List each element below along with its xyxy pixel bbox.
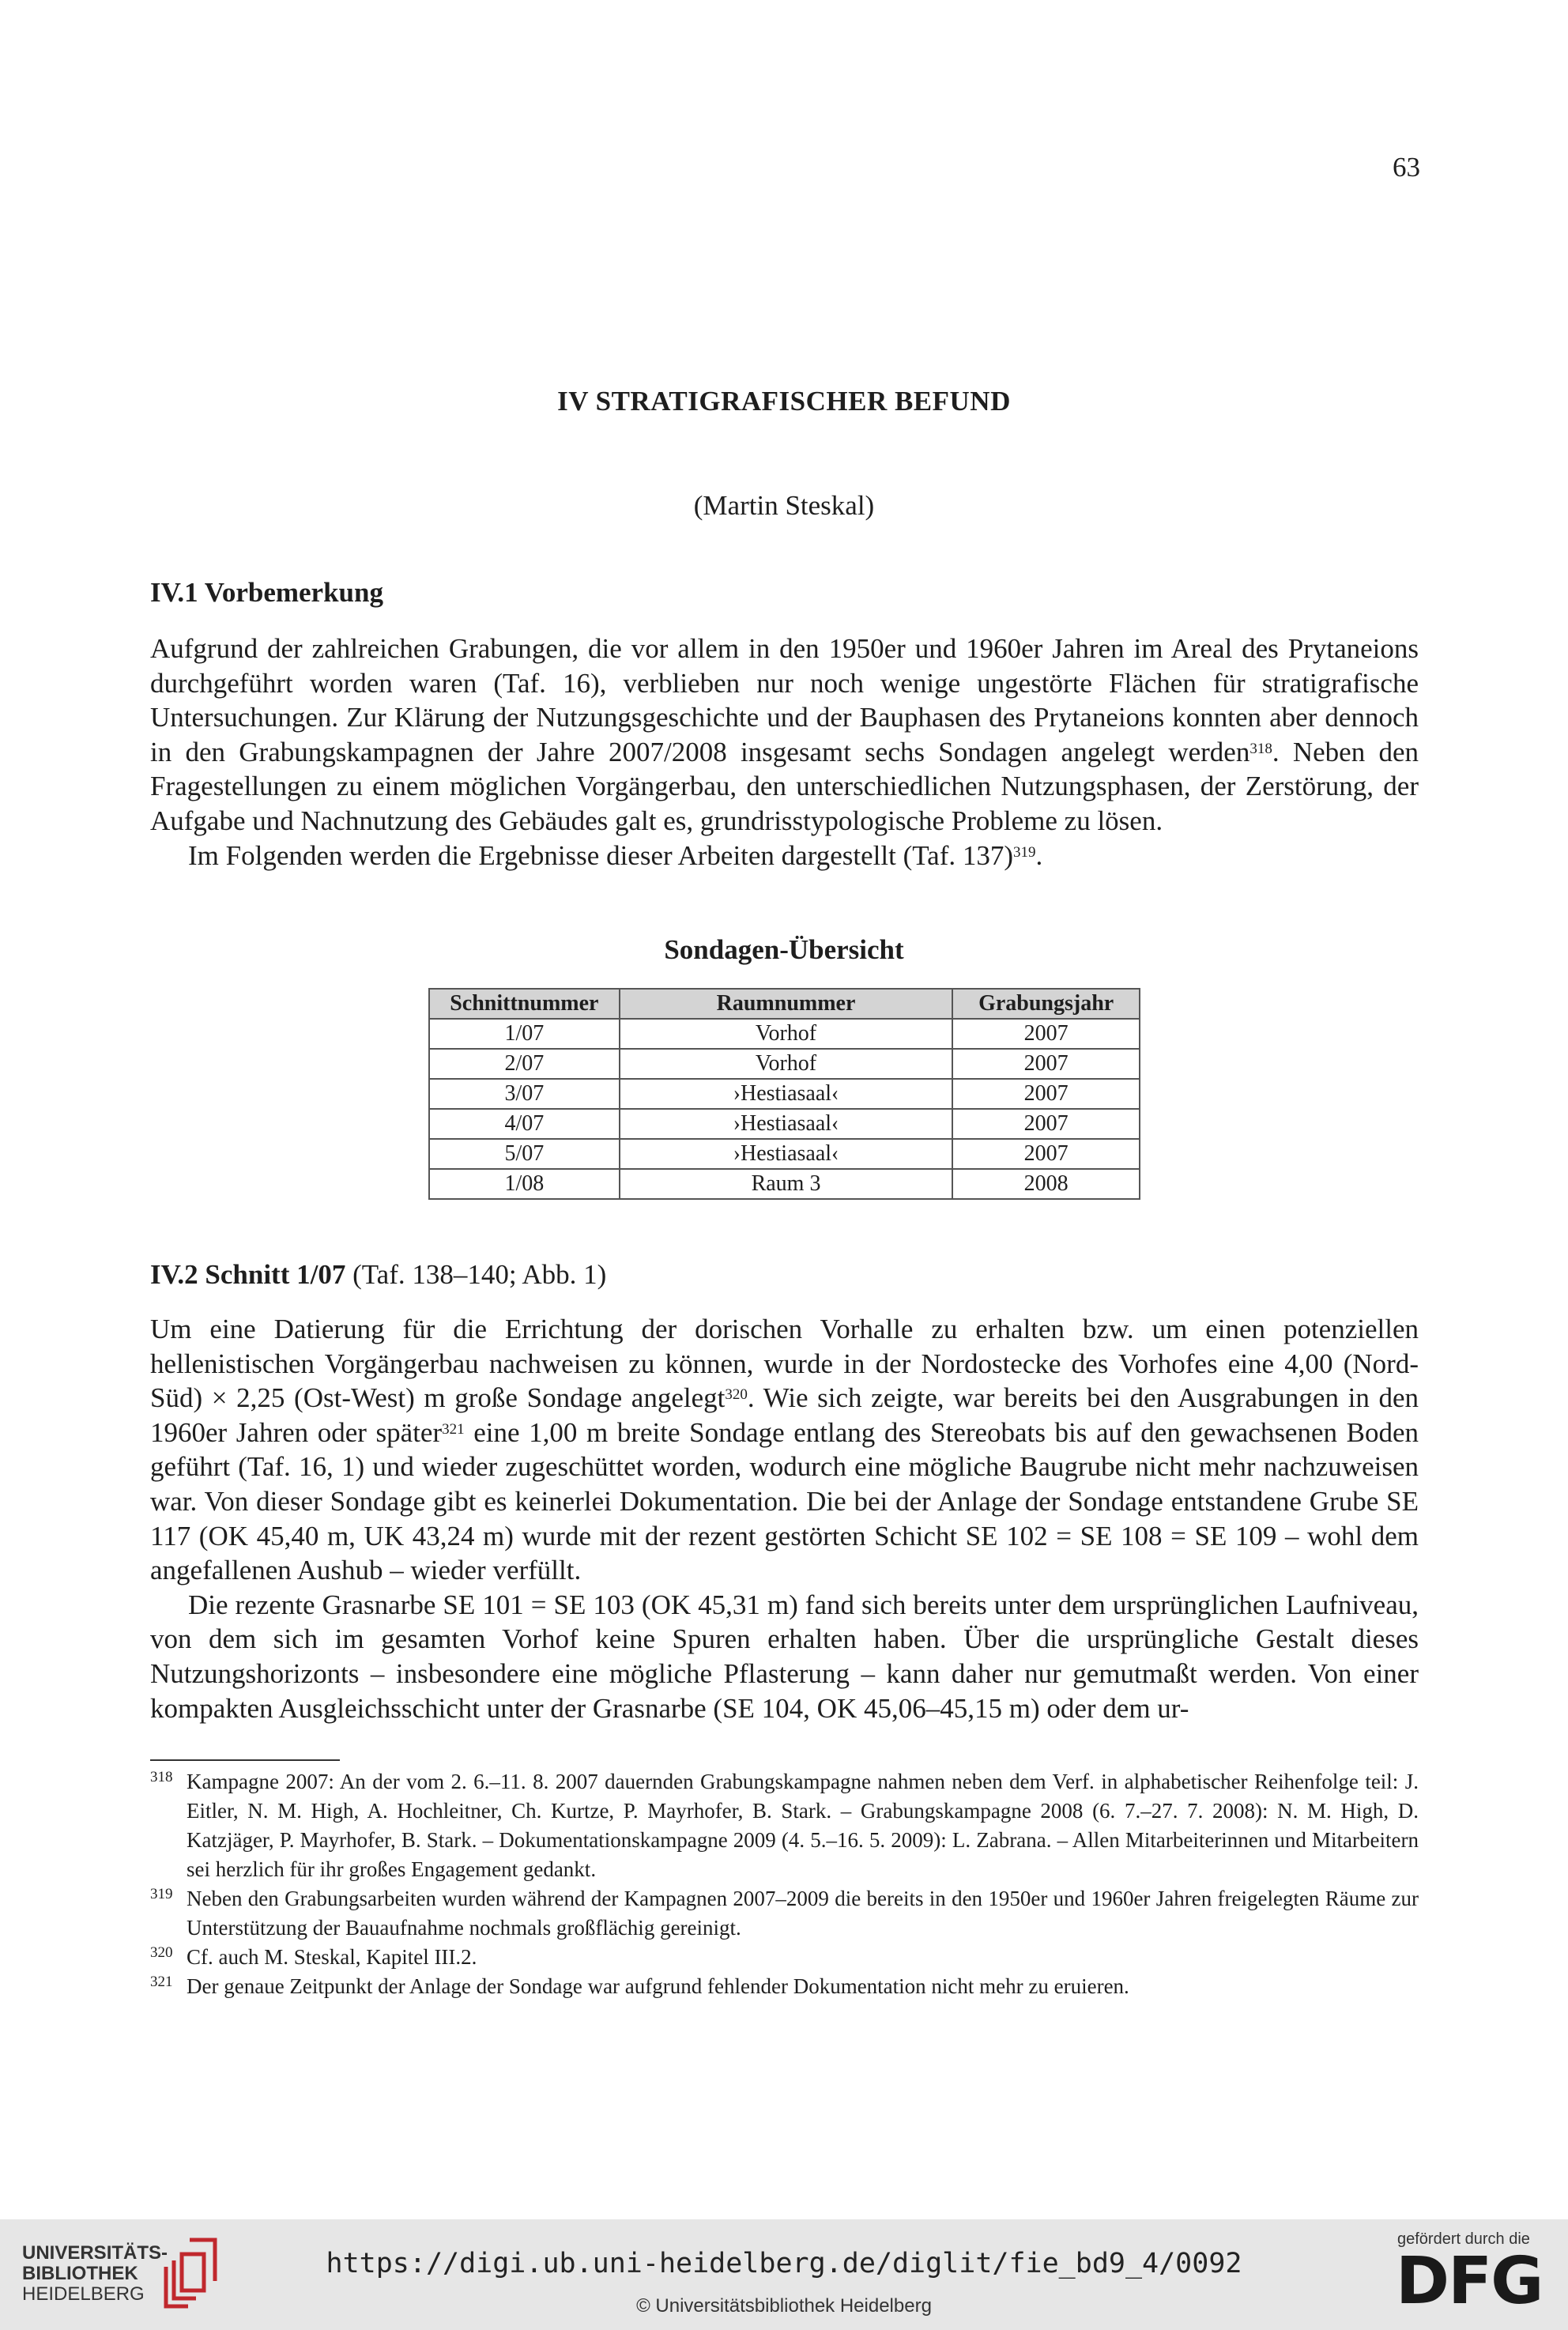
footnote-text: Neben den Grabungsarbeiten wurden während der Kampagnen 2007–2009 die bereits in den 1950er und 1960er Jahren freigelegten Räume zur Unterstützung der Bauaufnahme nochmals großflächig gereinigt. — [187, 1887, 1419, 1940]
ub-heidelberg-logo[interactable]: UNIVERSITÄTS- BIBLIOTHEK HEIDELBERG — [22, 2242, 168, 2305]
paragraph: Die rezente Grasnarbe SE 101 = SE 103 (OK 45,31 m) fand sich bereits unter dem ursprünglichen Laufniveau, von dem sich im gesamten Vorhof keine Spuren erhalten haben. Über die ursprüngliche Gestalt dieses Nutzungshorizonts – insbesondere eine mögliche Pflasterung – kann daher nur gemutmaßt werden. Von einer kompakten Ausgleichsschicht unter der Grasnarbe (SE 104, OK 45,06–45,15 m) oder dem ur- — [150, 1589, 1419, 1724]
footnote — [150, 1943, 1419, 1972]
paragraph: Um eine Datierung für die Errichtung der dorischen Vorhalle zu erhalten bzw. um einen potenziellen hellenistischen Vorgängerbau nachweisen zu können, wurde in der Nordostecke des Vorhofes eine 4,00 (Nord-Süd) × 2,25 (Ost-West) m große Sondage angelegt$^{320}$. Wie sich zeigte, war bereits bei den Ausgrabungen in den 1960er Jahren oder später$^{321}$ eine 1,00 m breite Sondage entlang des Stereobats bis auf den gewachsenen Boden geführt (Taf. 16, 1) und wieder zugeschüttet worden, wodurch eine mögliche Baugrube nicht mehr nachzuweisen war. Von dieser Sondage gibt es keinerlei Dokumentation. Die bei der Anlage der Sondage entstandene Grube SE 117 (OK 45,40 m, UK 43,24 m) wurde mit der rezent gestörten Schicht SE 102 = SE 108 = SE 109 – wohl dem angefallenen Aushub – wieder verfüllt. — [150, 1314, 1419, 1586]
table-row — [429, 1019, 1140, 1049]
table-cell: ›Hestiasaal‹ — [620, 1079, 953, 1109]
footnote — [150, 1767, 1419, 1884]
footnote-text: Der genaue Zeitpunkt der Anlage der Sondage war aufgrund fehlender Dokumentation nicht mehr zu eruieren. — [187, 1974, 1129, 1998]
column-header: Grabungsjahr — [952, 989, 1140, 1019]
footnote-number: 319 — [150, 1886, 173, 1902]
table-cell: ›Hestiasaal‹ — [620, 1139, 953, 1169]
footnote-ref[interactable]: 320 — [725, 1386, 748, 1404]
table-row — [429, 1169, 1140, 1199]
page-number: 63 — [1393, 152, 1420, 183]
table-row — [429, 1139, 1140, 1169]
footnote-text: Kampagne 2007: An der vom 2. 6.–11. 8. 2007 dauernden Grabungskampagne nahmen neben dem Verf. in alphabetischer Reihenfolge teil: J. Eitler, N. M. High, A. Hochleitner, Ch. Kurtze, P. Mayrhofer, B. Stark. – Grabungskampagne 2008 (6. 7.–27. 7. 2008): N. M. High, D. Katzjäger, P. Mayrhofer, B. Stark. – Dokumentationskampagne 2009 (4. 5.–16. 5. 2009): L. Zabrana. – Allen Mitarbeiterinnen und Mitarbeitern sei herzlich für ihr großes Engagement gedankt. — [187, 1770, 1419, 1881]
paragraph: Im Folgenden werden die Ergebnisse dieser Arbeiten dargestellt (Taf. 137)$^{319}$. — [188, 839, 1043, 871]
footnotes — [150, 1767, 1419, 2001]
table-cell: ›Hestiasaal‹ — [620, 1109, 953, 1139]
table-cell: Vorhof — [620, 1049, 953, 1079]
footer-url-link[interactable]: https://digi.ub.uni-heidelberg.de/diglit/fie_bd9_4/0092 — [326, 2248, 1242, 2279]
author-line: (Martin Steskal) — [693, 490, 875, 521]
section-heading-vorbemerkung: IV.1 Vorbemerkung — [150, 577, 383, 608]
table-cell: Vorhof — [620, 1019, 953, 1049]
table-cell: 1/07 — [429, 1019, 620, 1049]
table-cell: 2/07 — [429, 1049, 620, 1079]
table-row — [429, 1109, 1140, 1139]
footnote-ref[interactable]: 321 — [442, 1420, 465, 1438]
table-title: Sondagen-Übersicht — [664, 934, 904, 965]
footnote-rule — [150, 1759, 340, 1761]
footer-bar — [0, 2219, 1568, 2330]
footnote — [150, 1972, 1419, 2001]
table-cell: 5/07 — [429, 1139, 620, 1169]
table-cell: 4/07 — [429, 1109, 620, 1139]
footnote-text: Cf. auch M. Steskal, Kapitel III.2. — [187, 1945, 477, 1969]
table-cell: 2007 — [952, 1019, 1140, 1049]
table-header-row — [429, 989, 1140, 1019]
table-cell: Raum 3 — [620, 1169, 953, 1199]
column-header: Raumnummer — [620, 989, 953, 1019]
table-cell: 2008 — [952, 1169, 1140, 1199]
footnote-number: 320 — [150, 1944, 173, 1961]
paragraph: Aufgrund der zahlreichen Grabungen, die vor allem in den 1950er und 1960er Jahren im Areal des Prytaneions durchgeführt worden waren (Taf. 16), verblieben nur noch wenige ungestörte Flächen für stratigrafische Untersuchungen. Zur Klärung der Nutzungsgeschichte und der Bauphasen des Prytaneions konnten aber dennoch in den Grabungskampagnen der Jahre 2007/2008 insgesamt sechs Sondagen angelegt werden$^{318}$. Neben den Fragestellungen zu einem möglichen Vorgängerbau, den unterschiedlichen Nutzungsphasen, der Zerstörung, der Aufgabe und Nachnutzung des Gebäudes galt es, grundrisstypologische Probleme zu lösen. — [150, 633, 1419, 836]
footnote-number: 318 — [150, 1769, 173, 1785]
table-cell: 2007 — [952, 1079, 1140, 1109]
column-header: Schnittnummer — [429, 989, 620, 1019]
table-cell: 1/08 — [429, 1169, 620, 1199]
dfg-caption: gefördert durch die — [1397, 2230, 1530, 2248]
table-cell: 2007 — [952, 1109, 1140, 1139]
copyright-text: © Universitätsbibliothek Heidelberg — [636, 2295, 932, 2317]
sondagen-table — [428, 988, 1140, 1200]
footnote-number: 321 — [150, 1974, 173, 1990]
footnote — [150, 1884, 1419, 1943]
table-row — [429, 1079, 1140, 1109]
section-heading-schnitt-1-07: IV.2 Schnitt 1/07 (Taf. 138–140; Abb. 1) — [150, 1259, 607, 1290]
dfg-logo[interactable]: DFG — [1396, 2244, 1543, 2319]
body-text-section-2 — [150, 1312, 1419, 1725]
chapter-title: IV STRATIGRAFISCHER BEFUND — [557, 386, 1011, 417]
table-cell: 2007 — [952, 1139, 1140, 1169]
table-cell: 2007 — [952, 1049, 1140, 1079]
table-cell: 3/07 — [429, 1079, 620, 1109]
footnote-ref[interactable]: 319 — [1013, 843, 1036, 861]
table-row — [429, 1049, 1140, 1079]
footnote-ref[interactable]: 318 — [1250, 740, 1272, 757]
body-text-section-1 — [150, 632, 1419, 873]
